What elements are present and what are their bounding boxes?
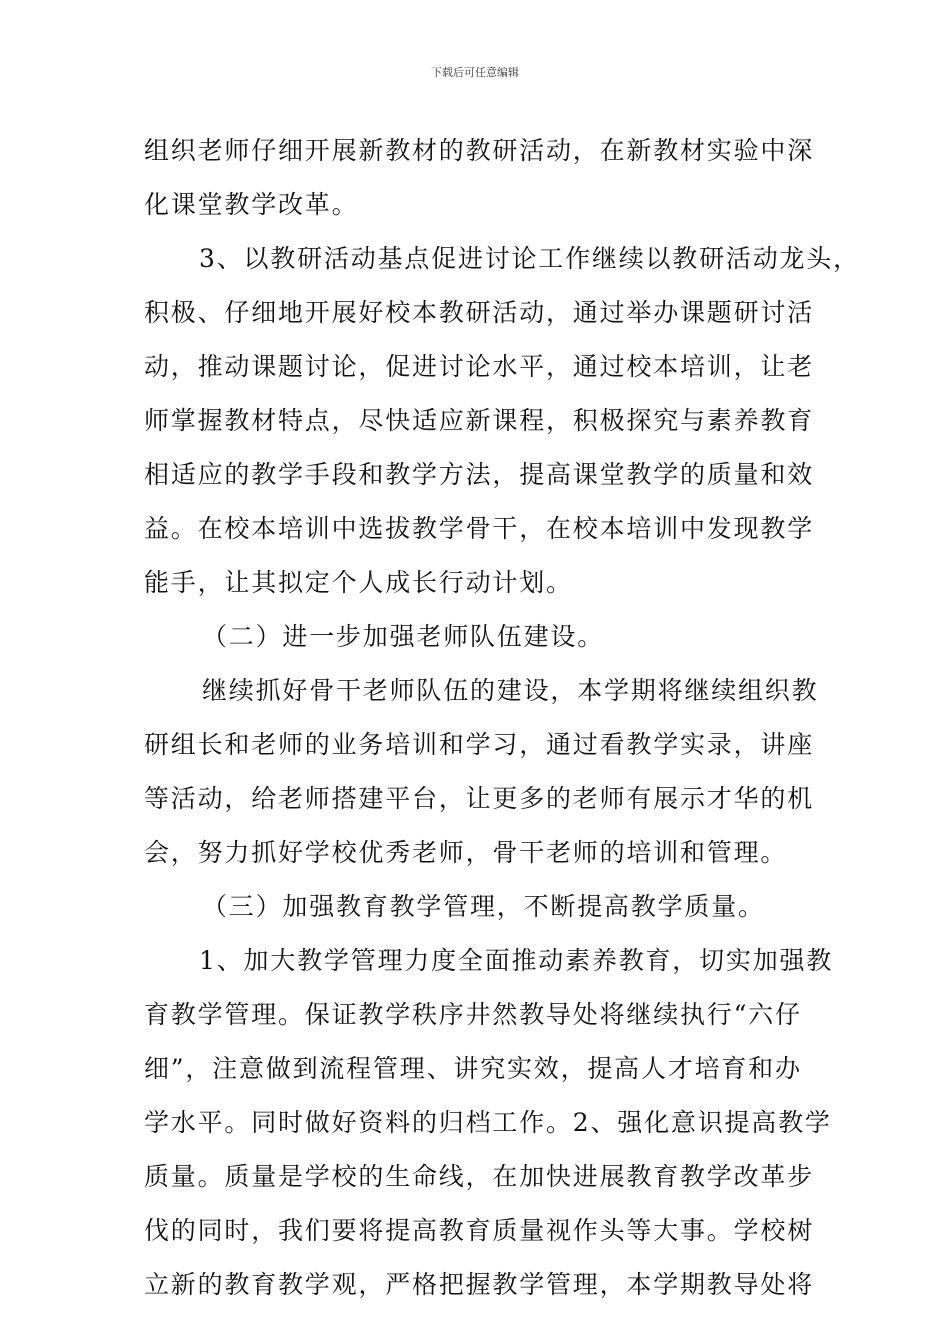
text-line: 1、加大教学管理力度全面推动素养教育，切实加强教 bbox=[199, 946, 834, 975]
text-line: 动，推动课题讨论，促进讨论水平，通过校本培训，让老 bbox=[144, 352, 815, 381]
section-heading: （三）加强教育教学管理，不断提高教学质量。 bbox=[202, 892, 765, 921]
text-line: 积极、仔细地开展好校本教研活动，通过举办课题研讨活 bbox=[144, 298, 815, 327]
text-line: 组织老师仔细开展新教材的教研活动，在新教材实验中深 bbox=[144, 136, 815, 165]
text-line: 细”，注意做到流程管理、讲究实效，提高人才培育和办 bbox=[144, 1054, 802, 1083]
text-line: 育教学管理。保证教学秩序井然教导处将继续执行“六仔 bbox=[144, 1000, 802, 1029]
text-line: 师掌握教材特点，尽快适应新课程，积极探究与素养教育 bbox=[144, 406, 815, 435]
text-line: 益。在校本培训中选拔教学骨干，在校本培训中发现教学 bbox=[144, 514, 815, 543]
section-heading: （二）进一步加强老师队伍建设。 bbox=[202, 622, 605, 651]
text-line: 化课堂教学改革。 bbox=[144, 190, 359, 219]
text-line: 能手，让其拟定个人成长行动计划。 bbox=[144, 568, 573, 597]
text-line: 会，努力抓好学校优秀老师，骨干老师的培训和管理。 bbox=[144, 838, 788, 867]
text-line: 等活动，给老师搭建平台，让更多的老师有展示才华的机 bbox=[144, 784, 815, 813]
text-line: 伐的同时，我们要将提高教育质量视作头等大事。学校树 bbox=[144, 1216, 815, 1245]
text-line: 学水平。同时做好资料的归档工作。2、强化意识提高教学 bbox=[144, 1108, 832, 1137]
text-line: 立新的教育教学观，严格把握教学管理，本学期教导处将 bbox=[144, 1270, 815, 1299]
text-line: 研组长和老师的业务培训和学习，通过看教学实录，讲座 bbox=[144, 730, 815, 759]
text-line: 质量。质量是学校的生命线，在加快进展教育教学改革步 bbox=[144, 1162, 815, 1191]
text-line: 相适应的教学手段和教学方法，提高课堂教学的质量和效 bbox=[144, 460, 815, 489]
text-line: 3、以教研活动基点促进讨论工作继续以教研活动龙头， bbox=[199, 244, 860, 273]
text-line: 继续抓好骨干老师队伍的建设，本学期将继续组织教 bbox=[202, 676, 819, 705]
page-header: 下载后可任意编辑 bbox=[431, 66, 519, 79]
document-body bbox=[144, 124, 860, 1312]
